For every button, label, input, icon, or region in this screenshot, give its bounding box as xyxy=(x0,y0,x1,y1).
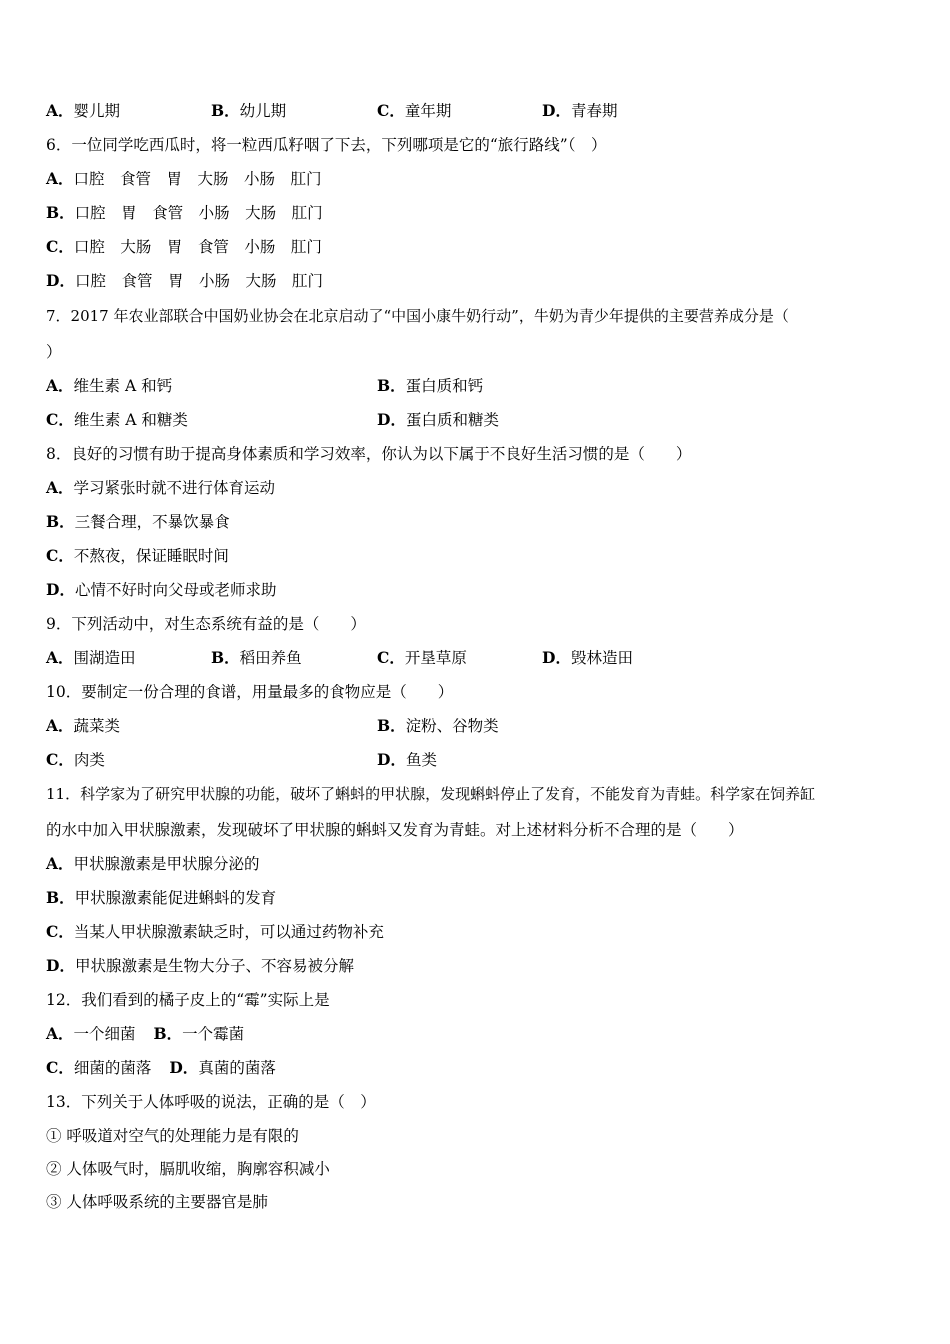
option-text: 围湖造田 xyxy=(73,649,136,667)
option-text: 学习紧张时就不进行体育运动 xyxy=(73,479,276,497)
option-text: 一个霉菌 xyxy=(182,1025,245,1043)
q5-option-d xyxy=(542,100,617,122)
option-text: 真菌的菌落 xyxy=(198,1059,276,1077)
q9-option-c xyxy=(377,647,467,669)
q6-option-d xyxy=(46,270,323,292)
q7-stem-line1: 7．2017 年农业部联合中国奶业协会在北京启动了“中国小康牛奶行动”，牛奶为青少年提供的主要营养成分是（ xyxy=(46,307,789,325)
q10-option-a xyxy=(46,715,120,737)
option-label: D． xyxy=(542,101,571,120)
q8-option-b xyxy=(46,511,230,533)
option-text: 稻田养鱼 xyxy=(239,649,302,667)
option-text: 口腔 胃 食管 小肠 大肠 肛门 xyxy=(74,204,323,222)
q7-stem-line2: ） xyxy=(46,343,62,361)
q10-stem: 10．要制定一份合理的食谱，用量最多的食物应是（ ） xyxy=(46,683,454,701)
option-label: C． xyxy=(46,750,74,769)
q10-option-c xyxy=(46,749,105,771)
q12-stem: 12．我们看到的橘子皮上的“霉”实际上是 xyxy=(46,991,330,1009)
q12-options-ab xyxy=(46,1023,244,1045)
option-label: A． xyxy=(46,376,74,395)
option-label: D． xyxy=(46,271,75,290)
q5-option-c xyxy=(377,100,451,122)
q9-option-a xyxy=(46,647,136,669)
option-text: 开垦草原 xyxy=(404,649,467,667)
option-label: D． xyxy=(46,580,75,599)
q7-option-c xyxy=(46,409,188,431)
option-text: 口腔 食管 胃 小肠 大肠 肛门 xyxy=(74,272,323,290)
q7-option-d xyxy=(377,409,499,431)
option-text: 三餐合理，不暴饮暴食 xyxy=(74,513,230,531)
option-text: 甲状腺激素是甲状腺分泌的 xyxy=(73,855,260,873)
q6-stem: 6．一位同学吃西瓜时，将一粒西瓜籽咽了下去，下列哪项是它的“旅行路线”（ ） xyxy=(46,136,607,154)
option-text: 甲状腺激素能促进蝌蚪的发育 xyxy=(74,889,277,907)
q13-statement-1: ① 呼吸道对空气的处理能力是有限的 xyxy=(46,1127,299,1145)
option-label: A． xyxy=(46,716,74,735)
option-text: 蔬菜类 xyxy=(73,717,121,735)
option-label: C． xyxy=(46,410,74,429)
q7-option-b xyxy=(377,375,483,397)
option-label: D． xyxy=(46,956,75,975)
q5-option-a xyxy=(46,100,120,122)
option-label: A． xyxy=(46,854,74,873)
q9-stem: 9．下列活动中，对生态系统有益的是（ ） xyxy=(46,615,366,633)
q11-option-a xyxy=(46,853,260,875)
option-label: B． xyxy=(153,1024,183,1043)
q8-option-a xyxy=(46,477,275,499)
option-label: B． xyxy=(211,101,240,120)
q6-option-a xyxy=(46,168,322,190)
option-label: D． xyxy=(542,648,571,667)
option-label: B． xyxy=(46,203,75,222)
option-label: B． xyxy=(377,376,406,395)
option-label: D． xyxy=(377,410,406,429)
q8-option-d xyxy=(46,579,276,601)
q11-stem-line1: 11．科学家为了研究甲状腺的功能，破坏了蝌蚪的甲状腺，发现蝌蚪停止了发育，不能发育为青蛙。科学家在饲养缸 xyxy=(46,785,816,803)
q5-option-b xyxy=(211,100,286,122)
q8-stem: 8．良好的习惯有助于提高身体素质和学习效率，你认为以下属于不良好生活习惯的是（ ） xyxy=(46,445,692,463)
option-text: 肉类 xyxy=(73,751,105,769)
option-text: 心情不好时向父母或老师求助 xyxy=(74,581,277,599)
option-label: C． xyxy=(46,922,74,941)
option-text: 维生素 A 和糖类 xyxy=(73,411,188,429)
q12-options-cd xyxy=(46,1057,276,1079)
option-label: C． xyxy=(377,101,405,120)
q8-option-c xyxy=(46,545,229,567)
option-text: 甲状腺激素是生物大分子、不容易被分解 xyxy=(74,957,354,975)
q10-option-b xyxy=(377,715,499,737)
option-label: A． xyxy=(46,1024,74,1043)
option-text: 维生素 A 和钙 xyxy=(73,377,173,395)
q6-option-c xyxy=(46,236,322,258)
q11-option-c xyxy=(46,921,384,943)
q9-option-b xyxy=(211,647,302,669)
q7-option-a xyxy=(46,375,172,397)
q13-statement-2: ② 人体吸气时，膈肌收缩，胸廓容积减小 xyxy=(46,1160,330,1178)
option-label: A． xyxy=(46,101,74,120)
option-text: 细菌的菌落 xyxy=(73,1059,152,1077)
option-text: 淀粉、谷物类 xyxy=(405,717,499,735)
option-text: 当某人甲状腺激素缺乏时，可以通过药物补充 xyxy=(73,923,384,941)
option-text: 口腔 食管 胃 大肠 小肠 肛门 xyxy=(73,170,322,188)
q11-stem-line2: 的水中加入甲状腺激素，发现破坏了甲状腺的蝌蚪又发育为青蛙。对上述材料分析不合理的是（ ） xyxy=(46,821,744,839)
option-label: A． xyxy=(46,648,74,667)
q13-stem: 13．下列关于人体呼吸的说法，正确的是（ ） xyxy=(46,1093,376,1111)
option-text: 青春期 xyxy=(570,102,618,120)
option-text: 婴儿期 xyxy=(73,102,121,120)
option-text: 幼儿期 xyxy=(239,102,287,120)
option-label: A． xyxy=(46,478,74,497)
option-text: 一个细菌 xyxy=(73,1025,136,1043)
option-label: C． xyxy=(46,1058,74,1077)
option-label: C． xyxy=(46,237,74,256)
q11-option-b xyxy=(46,887,276,909)
option-label: D． xyxy=(169,1058,199,1077)
option-label: A． xyxy=(46,169,74,188)
option-label: B． xyxy=(377,716,406,735)
option-text: 童年期 xyxy=(404,102,452,120)
q11-option-d xyxy=(46,955,354,977)
q9-option-d xyxy=(542,647,633,669)
q13-statement-3: ③ 人体呼吸系统的主要器官是肺 xyxy=(46,1193,268,1211)
option-label: B． xyxy=(46,888,75,907)
option-text: 口腔 大肠 胃 食管 小肠 肛门 xyxy=(73,238,322,256)
option-text: 毁林造田 xyxy=(570,649,633,667)
option-text: 蛋白质和钙 xyxy=(405,377,484,395)
option-text: 不熬夜，保证睡眠时间 xyxy=(73,547,229,565)
option-label: B． xyxy=(211,648,240,667)
option-label: C． xyxy=(46,546,74,565)
option-text: 蛋白质和糖类 xyxy=(405,411,499,429)
option-text: 鱼类 xyxy=(405,751,437,769)
option-label: D． xyxy=(377,750,406,769)
q10-option-d xyxy=(377,749,437,771)
option-label: C． xyxy=(377,648,405,667)
q6-option-b xyxy=(46,202,323,224)
option-label: B． xyxy=(46,512,75,531)
